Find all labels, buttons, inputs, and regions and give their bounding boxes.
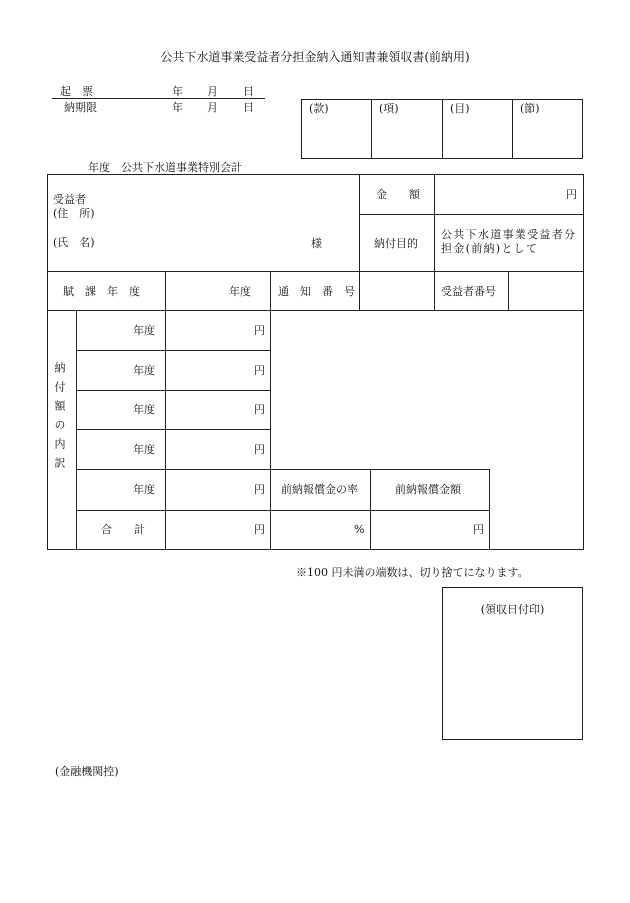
copy-label: (金融機関控) (55, 765, 119, 778)
fiscal-year-label: 賦 課 年 度 (63, 285, 140, 298)
beneficiary-label: 受益者 (53, 193, 86, 206)
breakdown-row-1-year: 年度 (133, 324, 155, 337)
kihyo-year: 年 (172, 85, 183, 98)
total-yen: 円 (254, 523, 265, 536)
kihyo-underline (52, 98, 265, 99)
account-line: 年度 公共下水道事業特別会計 (88, 161, 242, 174)
breakdown-row-5-yen: 円 (254, 483, 265, 496)
kihyo-month: 月 (207, 85, 218, 98)
notice-no-label: 通 知 番 号 (278, 285, 355, 298)
breakdown-row-4-year: 年度 (133, 443, 155, 456)
rounding-note: ※100 円未満の端数は、切り捨てになります。 (296, 566, 529, 579)
breakdown-label: 納付額の内訳 (53, 362, 66, 476)
fiscal-year-unit: 年度 (229, 285, 251, 298)
budget-moku: (目) (450, 102, 470, 115)
noukigen-month: 月 (207, 101, 218, 114)
breakdown-row-3-year: 年度 (133, 403, 155, 416)
breakdown-row-4-yen: 円 (254, 443, 265, 456)
kihyo-label: 起 票 (60, 85, 93, 98)
breakdown-row-3-yen: 円 (254, 403, 265, 416)
name-label: (氏 名) (53, 236, 95, 249)
amount-yen: 円 (566, 188, 577, 201)
purpose-label: 納付目的 (374, 237, 418, 250)
noukigen-day: 日 (243, 101, 254, 114)
breakdown-row-1-yen: 円 (254, 324, 265, 337)
amount-label: 金 額 (376, 188, 420, 201)
purpose-value: 公共下水道事業受益者分担金(前納)として (441, 228, 577, 255)
budget-kan: (款) (309, 102, 329, 115)
budget-setsu: (節) (520, 102, 540, 115)
breakdown-row-2-yen: 円 (254, 364, 265, 377)
receipt-stamp-label: (領収日付印) (480, 603, 545, 616)
noukigen-label: 納期限 (64, 101, 97, 114)
address-label: (住 所) (53, 207, 95, 220)
honorific: 様 (311, 237, 322, 250)
beneficiary-no-label: 受益者番号 (441, 285, 496, 298)
budget-kou: (項) (379, 102, 399, 115)
reward-rate-label: 前納報償金の率 (281, 483, 358, 496)
breakdown-row-5-year: 年度 (133, 483, 155, 496)
reward-amount-yen: 円 (473, 523, 484, 536)
noukigen-year: 年 (172, 101, 183, 114)
kihyo-day: 日 (243, 85, 254, 98)
reward-amount-label: 前納報償金額 (395, 483, 461, 496)
breakdown-row-2-year: 年度 (133, 364, 155, 377)
total-label: 合 計 (101, 523, 145, 536)
page-title: 公共下水道事業受益者分担金納入通知書兼領収書(前納用) (160, 50, 470, 64)
reward-rate-percent: % (354, 523, 365, 536)
